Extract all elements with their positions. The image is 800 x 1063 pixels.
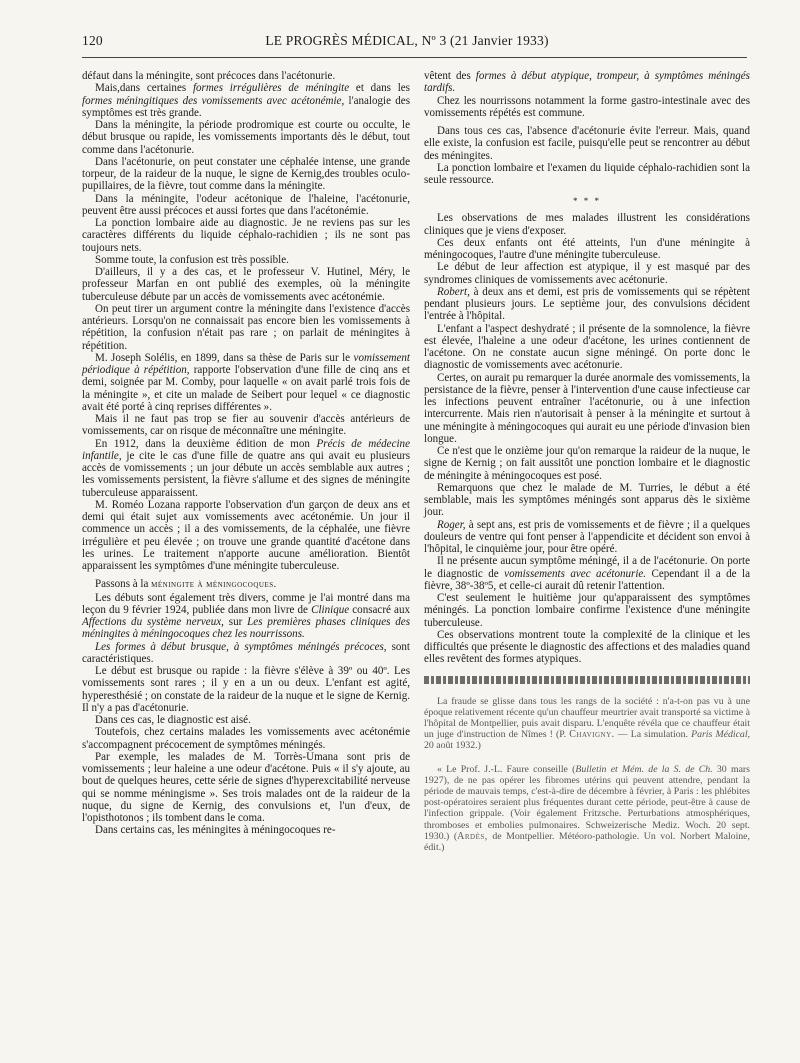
paragraph: La ponction lombaire aide au diagnostic. Je ne reviens pas sur les caractères différents du liquide céphalo-rachidien ; ils ne sont pas toujours nets.: [82, 217, 410, 254]
paragraph: Chez les nourrissons notamment la forme gastro-intestinale avec des vomissements répétés est commune.: [424, 94, 750, 119]
right-column: [424, 70, 750, 853]
paragraph: Les formes à début brusque, à symptômes méningés précoces, sont caractéristiques.: [82, 640, 410, 665]
paragraph: C'est seulement le huitième jour qu'apparaissent des symptômes méningés. La ponction lombaire confirme l'existence d'une méningite tuberculeuse.: [424, 592, 750, 629]
paragraph: défaut dans la méningite, sont précoces dans l'acétonurie.: [82, 70, 336, 82]
paragraph: Somme toute, la confusion est très possible.: [95, 253, 289, 266]
paragraph: Mais il ne faut pas trop se fier au souvenir d'accès antérieurs de vomissements, car on risque de méconnaître une méningite.: [82, 413, 410, 438]
asterism: * * *: [573, 196, 601, 207]
spacer: [424, 752, 750, 764]
paragraph: Remarquons que chez le malade de M. Turries, le début a été semblable, mais les symptômes méningés sont apparus dès le sixième jour.: [424, 481, 750, 519]
paragraph: Ces deux enfants ont été atteints, l'un d'une méningite à méningocoques, l'autre d'une méningite tuberculeuse.: [424, 236, 750, 261]
paragraph: Robert, à deux ans et demi, est pris de vomissements qui se répètent pendant plusieurs jours. Le septième jour, des convulsions décident l'entrée à l'hôpital.: [424, 285, 750, 323]
paragraph: En 1912, dans la deuxième édition de mon Précis de médecine infantile, je cite le cas d'une fille de quatre ans qui avait eu plusieurs accès de vomissements ; un jour débute un accès semblable aux autres ; les vomissements persistent, la fièvre s'allume et des signes de méningite tuberculeuse apparaissent.: [82, 437, 410, 499]
paragraph: La ponction lombaire et l'examen du liquide céphalo-rachidien sont la seule ressource.: [424, 161, 750, 186]
paragraph: Roger, à sept ans, est pris de vomissements et de fièvre ; il a quelques douleurs de ventre qui font penser à l'appendicite et décident son envoi à l'hôpital, le cinquième jour, pour être opéré.: [424, 518, 750, 555]
paragraph: vêtent des formes à début atypique, trompeur, à symptômes méningés tardifs.: [424, 70, 750, 95]
paragraph: Dans la méningite, l'odeur acétonique de l'haleine, l'acétonurie, peuvent être aussi précoces et aussi fortes que dans l'acétonémie.: [82, 192, 410, 217]
paragraph: L'enfant a l'aspect deshydraté ; il présente de la somnolence, la fièvre est élevée, l'haleine a une odeur d'acétone, les urines contiennent de l'acétone. On ne constate aucun signe méningé. On porte donc le diagnostic de vomissements avec acétonurie.: [424, 322, 750, 372]
paragraph: Les débuts sont également très divers, comme je l'ai montré dans ma leçon du 9 février 1924, publiée dans mon livre de Clinique consacré aux Affections du système nerveux, sur Les premières phases cliniques des méningites à méningocoques chez les nourrissons.: [82, 591, 410, 641]
paragraph: Il ne présente aucun symptôme méningé, il a de l'acétonurie. On porte le diagnostic de vomissements avec acétonurie. Cependant il a de la fièvre, 38º-38º5, et celle-ci aurait dû retenir l'attention.: [424, 555, 750, 592]
paragraph: Toutefois, chez certains malades les vomissements avec acétonémie s'accompagnent précocement de symptômes méningés.: [82, 726, 410, 751]
paragraph: Le début de leur affection est atypique, il y est masqué par des syndromes cliniques de vomissements avec acétonurie.: [424, 261, 750, 286]
paragraph: Par exemple, les malades de M. Torrès-Umana sont pris de vomissements ; leur haleine a une odeur d'acétone. Puis « il s'y ajoute, au bout de quelques heures, cette série de signes d'hyperexcitabilité nerveuse qui se nomme méningisme ». Ses trois malades ont de la raideur de la nuque, du signe de Kernig, des convulsions et, l'un d'eux, de l'opisthotonos ; ils tombent dans le coma.: [82, 750, 410, 824]
paragraph: Le début est brusque ou rapide : la fièvre s'élève à 39º ou 40º. Les vomissements sont rares ; il y en a un ou deux. L'enfant est agité, hyperesthésié ; on constate de la raideur de la nuque et le signe de Kernig. Il n'y a pas d'acétonurie.: [82, 665, 410, 714]
journal-title: LE PROGRÈS MÉDICAL, Nº 3 (21 Janvier 1933): [265, 33, 549, 48]
paragraph: Ces observations montrent toute la complexité de la clinique et les difficultés que présente le diagnostic des affections et des maladies quand elles revêtent des formes atypiques.: [424, 628, 750, 666]
left-column: [82, 70, 410, 837]
paragraph: Dans l'acétonurie, on peut constater une céphalée intense, une grande torpeur, de la raideur de la nuque, le signe de Kernig,des troubles oculo-pupillaires, de la fièvre, tout comme dans la méningite.: [82, 155, 410, 193]
paragraph: Dans ces cas, le diagnostic est aisé.: [95, 714, 251, 726]
paragraph: Mais,dans certaines formes irrégulières de méningite et dans les formes méningitiques des vomissements avec acétonémie, l'analogie des symptômes est très grande.: [82, 82, 411, 119]
note-block: [424, 696, 750, 854]
paragraph: Les observations de mes malades illustrent les considérations cliniques que je viens d'exposer.: [424, 212, 750, 237]
paragraph: D'ailleurs, il y a des cas, et le professeur V. Hutinel, Méry, le professeur Marfan en ont publié des exemples, où la méningite tuberculeuse débute par un accès de vomissements avec acétonémie.: [82, 266, 410, 303]
paragraph: Dans tous ces cas, l'absence d'acétonurie évite l'erreur. Mais, quand elle existe, la confusion est facile, puisqu'elle peut se rencontrer au début des méningites.: [424, 125, 750, 162]
section-heading: Passons à la méningite à méningocoques.: [95, 578, 277, 591]
header-rule: [82, 57, 747, 58]
page-number: 120: [82, 33, 103, 48]
ornamental-divider: [424, 676, 750, 684]
paragraph: M. Joseph Solélis, en 1899, dans sa thèse de Paris sur le vomissement périodique à répétition, rapporte l'observation d'une fille de cinq ans et demi, soignée par M. Comby, pour laquelle « on avait parlé trois fois de la méningite », et cite un malade de Seibert pour lequel « ce diagnostic avait été porté à cinq reprises différentes ».: [82, 351, 410, 413]
paragraph: Ce n'est que le onzième jour qu'on remarque la raideur de la nuque, le signe de Kernig ; on fait aussitôt une ponction lombaire et le diagnostic de méningite à méningocoques est posé.: [424, 445, 750, 482]
note: « Le Prof. J.-L. Faure conseille (Bulletin et Mém. de la S. de Ch. 30 mars 1927), de ne pas opérer les fibromes utérins qui peuvent attendre, pendant la période de mauvais temps, c'est-à-dire de décembre à février, à Paris : les phlébites post-opératoires seraient plus fréquentes durant cette période, peut-être à cause de l'infection grippale. (Voir également Fritzsche. Perturbations atmosphériques, thromboses et embolies pulmonaires. Schweizerische Mediz. Woch. 20 sept. 1930.) (Ardès, de Montpellier. Météoro-pathologie. Un vol. Norbert Maloine, édit.): [424, 763, 750, 853]
paragraph: Certes, on aurait pu remarquer la durée anormale des vomissements, la persistance de la fièvre, penser à l'intervention d'une cause infectieuse car les infections peuvent entraîner l'acétonurie, ou à une infection intercurrente. Mais rien n'autorisait à penser à la méningite et surtout à une méningite à méningocoques qui aurait eu une période d'invasion bien longue.: [424, 371, 750, 445]
paragraph: Dans certains cas, les méningites à méningocoques re-: [95, 824, 336, 837]
note: La fraude se glisse dans tous les rangs de la société : n'a-t-on pas vu à une époque relativement récente qu'un chauffeur meurtrier avait transporté sa victime à l'hôpital de Montpellier, puis avait disparu. L'enquête révéla que ce chauffeur était un juge d'instruction de Nîmes ! (P. Chavigny. — La simulation. Paris Médical, 20 août 1932.): [424, 695, 750, 752]
page-header: [82, 33, 732, 53]
paragraph: Dans la méningite, la période prodromique est courte ou occulte, le début brusque ou rapide, les vomissements importants dès le début, tout comme dans l'acétonurie.: [82, 119, 410, 156]
paragraph: On peut tirer un argument contre la méningite dans l'existence d'accès antérieurs. Lorsqu'on ne connaissait pas encore bien les vomissements à répétition, la confusion n'était pas rare ; on parlait de méningites à répétition.: [82, 302, 410, 352]
paragraph: M. Roméo Lozana rapporte l'observation d'un garçon de deux ans et demi qui était sujet aux vomissements avec acétonémie. Un jour il commence un accès ; il a des vomissements, de la céphalée, une fièvre irrégulière et peu élevée ; on trouve une grande quantité d'acétone dans les urines. Le traitement n'apporte aucune amélioration. Bientôt apparaissent les symptômes d'une méningite tuberculeuse.: [82, 498, 410, 572]
